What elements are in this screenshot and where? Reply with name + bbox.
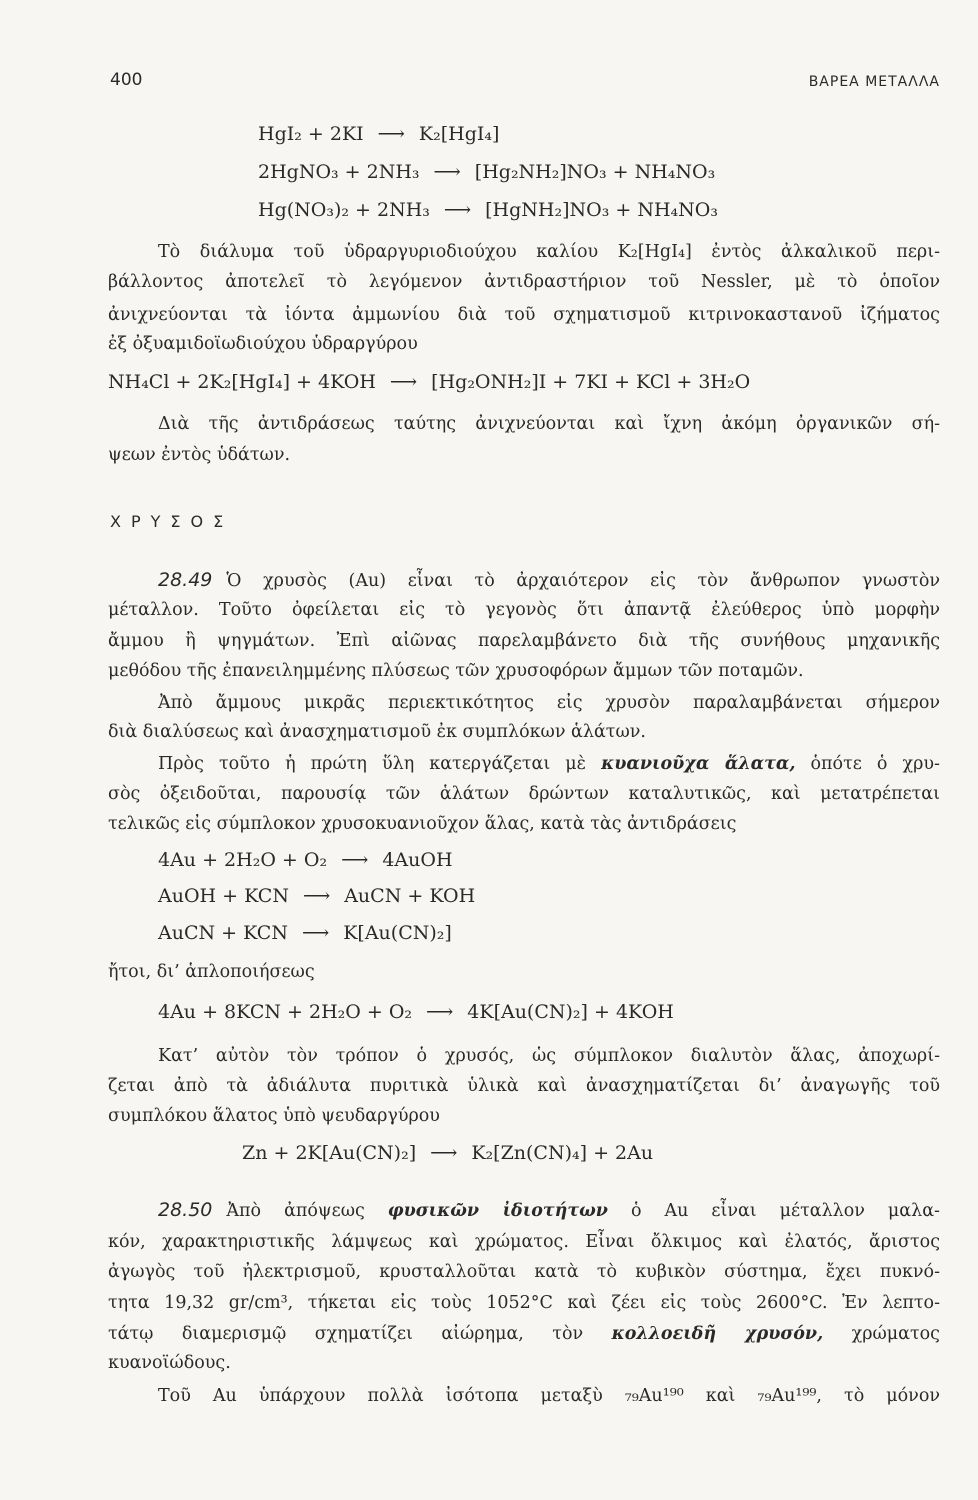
- paragraph-line: συμπλόκου ἅλατος ὑπὸ ψευδαργύρου: [108, 1106, 440, 1126]
- paragraph-line: ψεων ἐντὸς ὑδάτων.: [108, 445, 291, 465]
- page-number: 400: [110, 70, 143, 90]
- paragraph-line: κυανοϊώδους.: [108, 1353, 231, 1373]
- page-header: [110, 70, 940, 98]
- equation-au-oxidation: 4Au + 2H₂O + O₂ ⟶ 4AuOH: [158, 849, 453, 871]
- bold-term: κυανιοῦχα ἅλατα,: [601, 754, 796, 774]
- paragraph-line: Τὸ διάλυμα τοῦ ὑδραργυριοδιούχου καλίου K₂[HgI₄] ἐντὸς ἀλκαλικοῦ περι-: [158, 242, 940, 262]
- paragraph-line: σὸς ὀξειδοῦται, παρουσίᾳ τῶν ἁλάτων δρώντων καταλυτικῶς, καὶ μετατρέπεται: [108, 784, 940, 804]
- equation-hgno3-2: Hg(NO₃)₂ + 2NH₃ ⟶ [HgNH₂]NO₃ + NH₄NO₃: [258, 199, 718, 221]
- section-number: 28.49: [158, 569, 213, 591]
- simplified-label: ἤτοι, δι’ ἁπλοποιήσεως: [108, 962, 315, 982]
- paragraph-2850-first: 28.50 Ἀπὸ ἀπόψεως φυσικῶν ἰδιοτήτων ὁ Au εἶναι μέταλλον μαλα-: [158, 1199, 940, 1221]
- paragraph-line: ἀνιχνεύονται τὰ ἰόντα ἀμμωνίου διὰ τοῦ σχηματισμοῦ κιτρινοκαστανοῦ ἰζήματος: [108, 305, 940, 325]
- paragraph-line: ἀγωγὸς τοῦ ἠλεκτρισμοῦ, κρυσταλλοῦται κατὰ τὸ κυβικὸν σύστημα, ἔχει πυκνό-: [108, 1262, 940, 1282]
- equation-auoh: AuOH + KCN ⟶ AuCN + KOH: [158, 885, 476, 907]
- paragraph-line: βάλλοντος ἀποτελεῖ τὸ λεγόμενον ἀντιδραστήριον τοῦ Nessler, μὲ τὸ ὁποῖον: [108, 272, 940, 292]
- running-title: ΒΑΡΕΑ ΜΕΤΑΛΛΑ: [808, 74, 940, 90]
- equation-hgno3: 2HgNO₃ + 2NH₃ ⟶ [Hg₂NH₂]NO₃ + NH₄NO₃: [258, 161, 716, 183]
- paragraph-line: τητα 19,32 gr/cm³, τήκεται εἰς τοὺς 1052°C καὶ ζέει εἰς τοὺς 2600°C. Ἐν λεπτο-: [108, 1293, 940, 1313]
- paragraph-colloidal-line: τάτῳ διαμερισμῷ σχηματίζει αἰώρημα, τὸν κολλοειδῆ χρυσόν, χρώματος: [108, 1324, 940, 1344]
- paragraph-line: κόν, χαρακτηριστικῆς λάμψεως καὶ χρώματος. Εἶναι ὄλκιμος καὶ ἐλατός, ἄριστος: [108, 1232, 940, 1252]
- equation-overall: 4Au + 8KCN + 2H₂O + O₂ ⟶ 4K[Au(CN)₂] + 4KOH: [158, 1001, 674, 1023]
- paragraph-line: μεθόδου τῆς ἐπανειλημμένης πλύσεως τῶν χρυσοφόρων ἄμμων τῶν ποταμῶν.: [108, 661, 804, 681]
- paragraph-line: ζεται ἀπὸ τὰ ἀδιάλυτα πυριτικὰ ὑλικὰ καὶ ἀνασχηματίζεται δι’ ἀναγωγῆς τοῦ: [108, 1076, 940, 1096]
- equation-nessler: NH₄Cl + 2K₂[HgI₄] + 4KOH ⟶ [Hg₂ONH₂]I + 7KI + KCl + 3H₂O: [108, 371, 751, 393]
- paragraph-2849-first: 28.49 Ὁ χρυσὸς (Au) εἶναι τὸ ἀρχαιότερον εἰς τὸν ἄνθρωπον γνωστὸν: [158, 569, 940, 591]
- paragraph-line: Διὰ τῆς ἀντιδράσεως ταύτης ἀνιχνεύονται καὶ ἴχνη ἀκόμη ὀργανικῶν σή-: [158, 414, 940, 434]
- paragraph-line: Κατ’ αὐτὸν τὸν τρόπον ὁ χρυσός, ὡς σύμπλοκον διαλυτὸν ἅλας, ἀποχωρί-: [158, 1046, 940, 1066]
- paragraph-isotopes: Τοῦ Au ὑπάρχουν πολλὰ ἰσότοπα μεταξὺ ₇₉Au¹⁹⁰ καὶ ₇₉Au¹⁹⁹, τὸ μόνον: [158, 1386, 940, 1406]
- paragraph-line: μέταλλον. Τοῦτο ὀφείλεται εἰς τὸ γεγονὸς ὅτι ἀπαντᾷ ἐλεύθερος ὑπὸ μορφὴν: [108, 600, 940, 620]
- paragraph-line: Ἀπὸ ἄμμους μικρᾶς περιεκτικότητος εἰς χρυσὸν παραλαμβάνεται σήμερον: [158, 693, 940, 713]
- bold-term: φυσικῶν ἰδιοτήτων: [387, 1201, 608, 1221]
- equation-zinc: Zn + 2K[Au(CN)₂] ⟶ K₂[Zn(CN)₄] + 2Au: [242, 1142, 654, 1164]
- equation-aucn: AuCN + KCN ⟶ K[Au(CN)₂]: [158, 922, 452, 944]
- section-title: ΧΡΥΣΟΣ: [110, 512, 234, 531]
- paragraph-line: διὰ διαλύσεως καὶ ἀνασχηματισμοῦ ἐκ συμπλόκων ἁλάτων.: [108, 722, 646, 742]
- paragraph-line: τελικῶς εἰς σύμπλοκον χρυσοκυανιοῦχον ἅλας, κατὰ τὰς ἀντιδράσεις: [108, 814, 737, 834]
- section-number: 28.50: [158, 1199, 213, 1221]
- paragraph-cyanide-first: Πρὸς τοῦτο ἡ πρώτη ὕλη κατεργάζεται μὲ κυανιοῦχα ἅλατα, ὁπότε ὁ χρυ-: [158, 754, 940, 774]
- bold-term: κολλοειδῆ χρυσόν,: [611, 1324, 824, 1344]
- paragraph-line: ἐξ ὀξυαμιδοϊωδιούχου ὑδραργύρου: [108, 334, 418, 354]
- paragraph-line: ἄμμου ἢ ψηγμάτων. Ἐπὶ αἰῶνας παρελαμβάνετο διὰ τῆς συνήθους μηχανικῆς: [108, 631, 940, 651]
- equation-hgi2: HgI₂ + 2KI ⟶ K₂[HgI₄]: [258, 123, 500, 145]
